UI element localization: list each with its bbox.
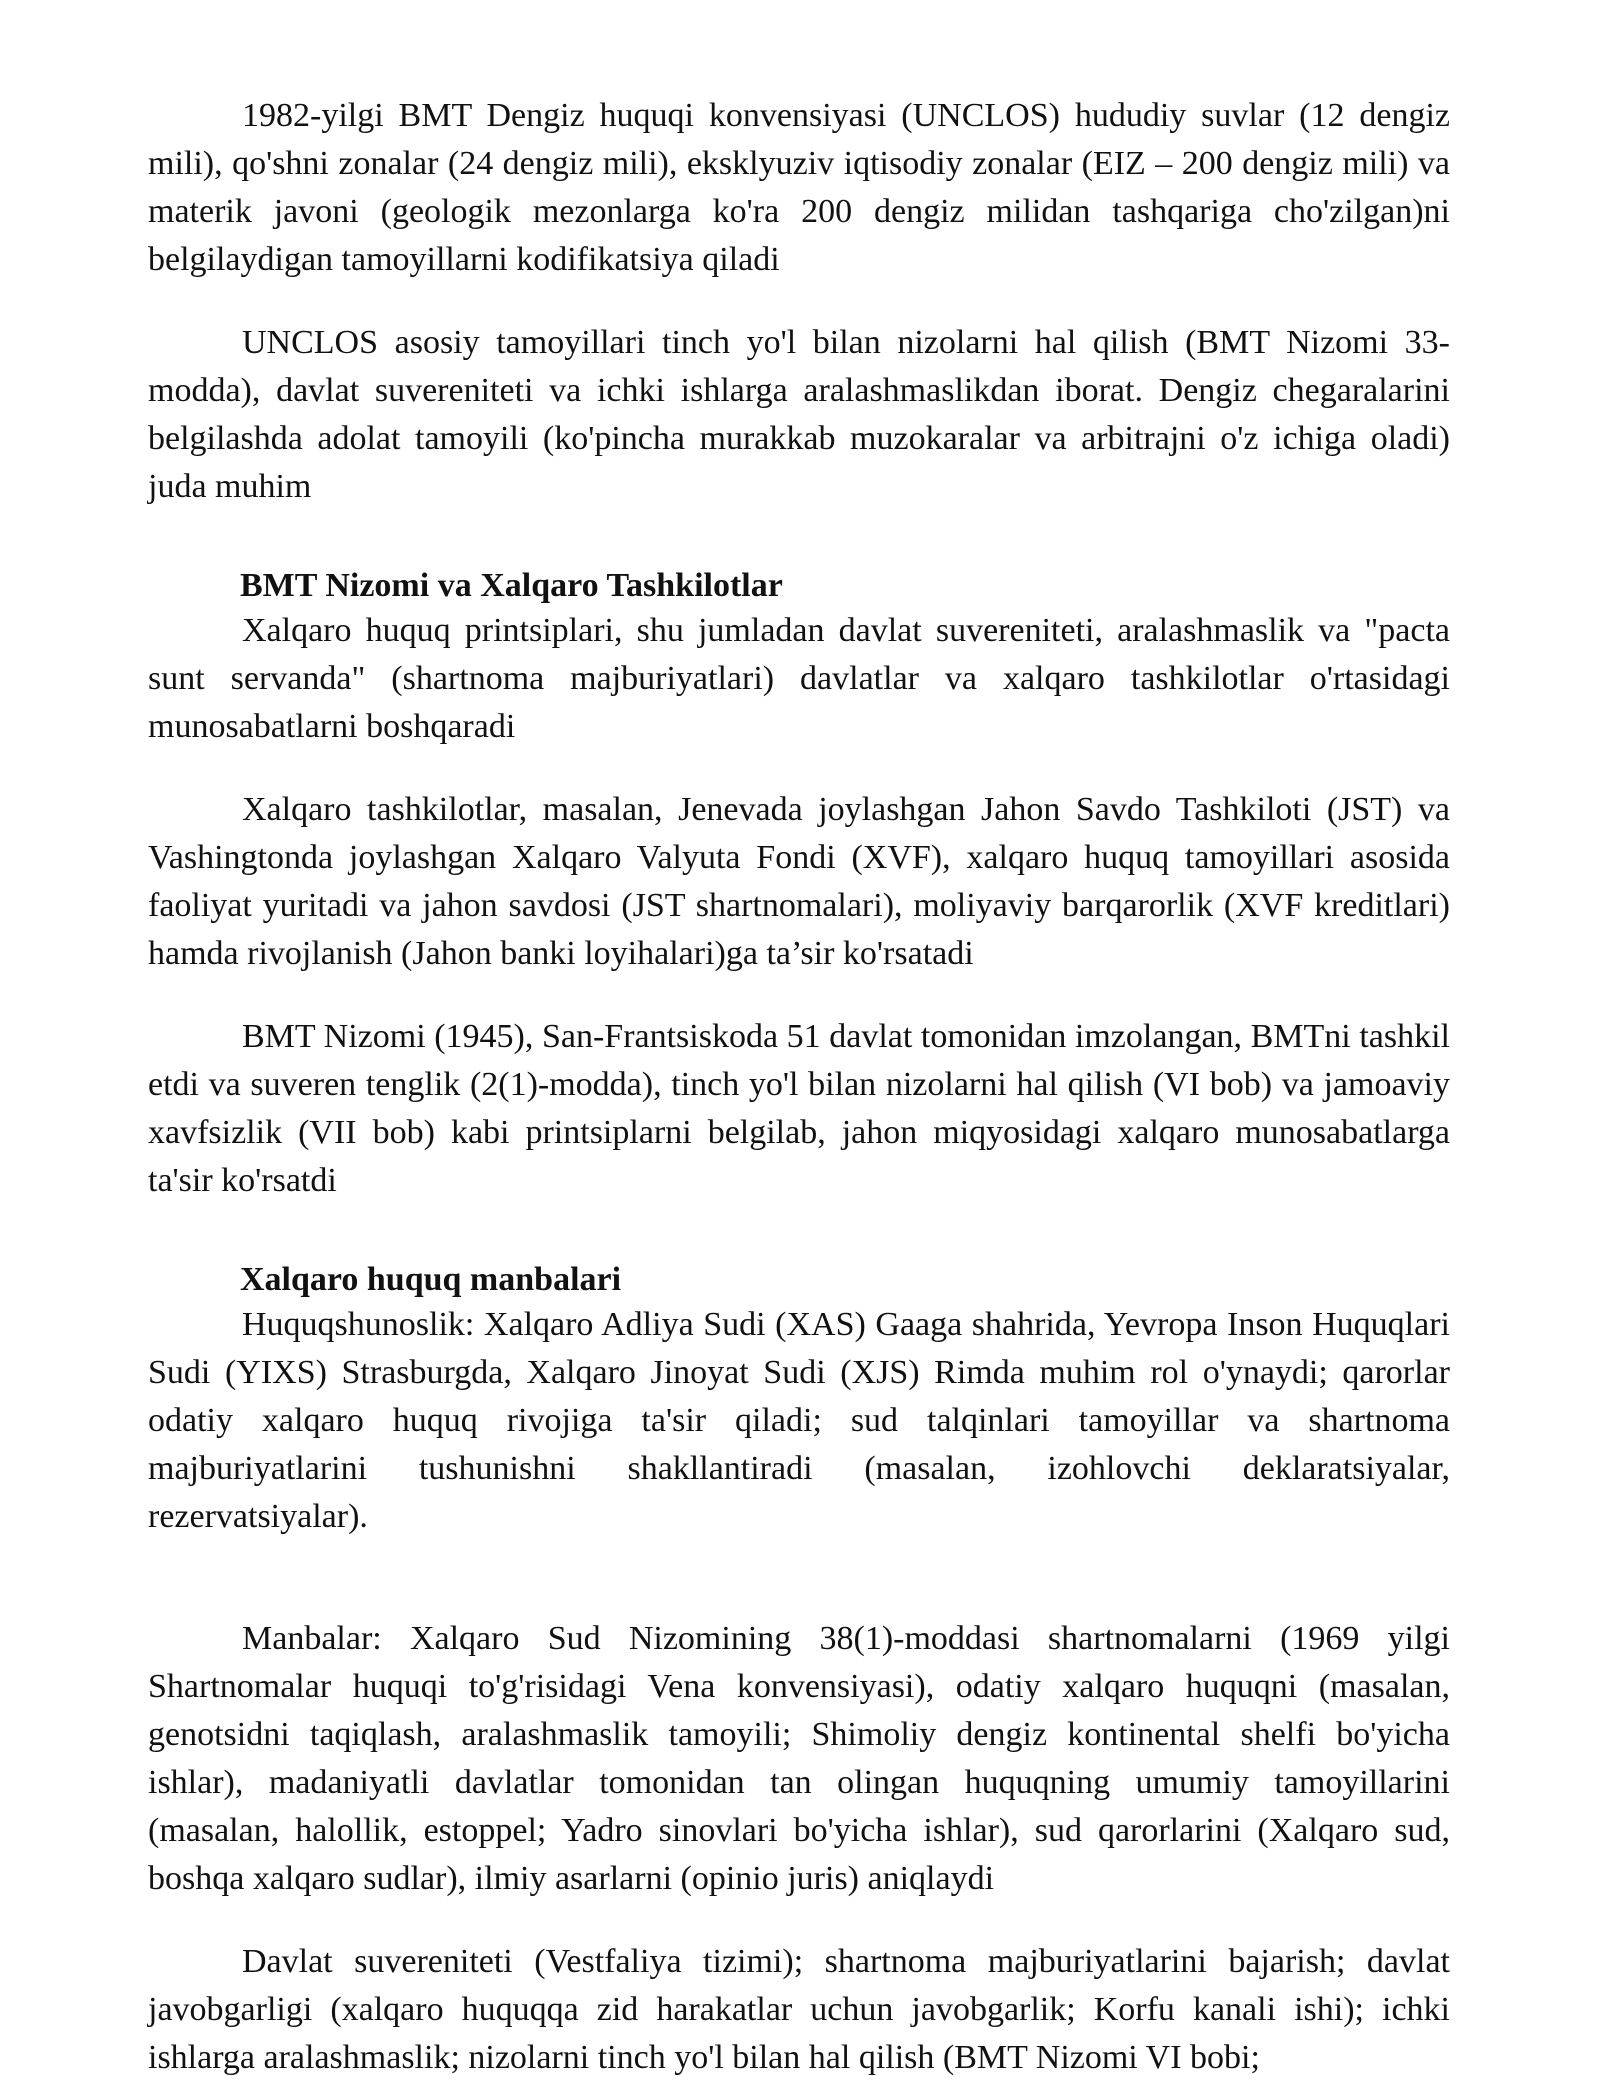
paragraph-spacer xyxy=(148,1903,1450,1938)
paragraph-unclos-zones: 1982-yilgi BMT Dengiz huquqi konvensiyasi (UNCLOS) hududiy suvlar (12 dengiz mili), qo'shni zonalar (24 dengiz mili), eksklyuziv iqtisodiy zonalar (EIZ – 200 dengiz mili) va materik javoni (geologik mezonlarga ko'ra 200 dengiz milidan tashqariga cho'zilgan)ni belgilaydigan tamoyillarni kodifikatsiya qiladi xyxy=(148,97,1450,278)
paragraph-international-law-principles: Xalqaro huquq printsiplari, shu jumladan davlat suvereniteti, aralashmaslik va "pacta sunt servanda" (shartnoma majburiyatlari) davlatlar va xalqaro tashkilotlar o'rtasidagi munosabatlarni boshqaradi xyxy=(148,612,1450,745)
paragraph-spacer xyxy=(148,284,1450,319)
heading-sources-of-law: Xalqaro huquq manbalari xyxy=(240,1261,622,1298)
paragraph-unclos-principles: UNCLOS asosiy tamoyillari tinch yo'l bilan nizolarni hal qilish (BMT Nizomi 33-modda), davlat suvereniteti va ichki ishlarga aralashmaslikdan iborat. Dengiz chegaralarini belgilashda adolat tamoyili (ko'pincha murakkab muzokaralar va arbitrajni o'z ichiga oladi) juda muhim xyxy=(148,324,1450,505)
paragraph-spacer xyxy=(148,751,1450,786)
paragraph-sources: Manbalar: Xalqaro Sud Nizomining 38(1)-moddasi shartnomalarni (1969 yilgi Shartnomalar huquqi to'g'risidagi Vena konvensiyasi), odatiy xalqaro huquqni (masalan, genotsidni taqiqlash, aralashmaslik tamoyili; Shimoliy dengiz kontinental shelfi bo'yicha ishlar), madaniyatli davlatlar tomonidan tan olingan huquqning umumiy tamoyillarini (masalan, halollik, estoppel; Yadro sinovlari bo'yicha ishlar), sud qarorlarini (Xalqaro sud, boshqa xalqaro sudlar), ilmiy asarlarni (opinio juris) aniqlaydi xyxy=(148,1620,1450,1897)
section-spacer xyxy=(148,511,1450,565)
paragraph-jurisprudence: Huquqshunoslik: Xalqaro Adliya Sudi (XAS) Gaaga shahrida, Yevropa Inson Huquqlari Sudi (YIXS) Strasburgda, Xalqaro Jinoyat Sudi (XJS) Rimda muhim rol o'ynaydi; qarorlar odatiy xalqaro huquq rivojiga ta'sir qiladi; sud talqinlari tamoyillar va shartnoma majburiyatlarini tushunishni shakllantiradi (masalan, izohlovchi deklaratsiyalar, rezervatsiyalar). xyxy=(148,1306,1450,1535)
document-body xyxy=(148,92,1450,2082)
paragraph-spacer xyxy=(148,978,1450,1013)
section-spacer xyxy=(148,1205,1450,1259)
paragraph-international-organizations: Xalqaro tashkilotlar, masalan, Jenevada joylashgan Jahon Savdo Tashkiloti (JST) va Vashingtonda joylashgan Xalqaro Valyuta Fondi (XVF), xalqaro huquq tamoyillari asosida faoliyat yuritadi va jahon savdosi (JST shartnomalari), moliyaviy barqarorlik (XVF kreditlari) hamda rivojlanish (Jahon banki loyihalari)ga ta’sir ko'rsatadi xyxy=(148,791,1450,972)
paragraph-state-sovereignty: Davlat suvereniteti (Vestfaliya tizimi); shartnoma majburiyatlarini bajarish; davlat javobgarligi (xalqaro huquqqa zid harakatlar uchun javobgarlik; Korfu kanali ishi); ichki ishlarga aralashmaslik; nizolarni tinch yo'l bilan hal qilish (BMT Nizomi VI bobi; xyxy=(148,1943,1450,2076)
paragraph-un-charter-1945: BMT Nizomi (1945), San-Frantsiskoda 51 davlat tomonidan imzolangan, BMTni tashkil etdi va suveren tenglik (2(1)-modda), tinch yo'l bilan nizolarni hal qilish (VI bob) va jamoaviy xavfsizlik (VII bob) kabi printsiplarni belgilab, jahon miqyosidagi xalqaro munosabatlarga ta'sir ko'rsatdi xyxy=(148,1018,1450,1199)
heading-un-charter-organizations: BMT Nizomi va Xalqaro Tashkilotlar xyxy=(240,567,783,604)
paragraph-spacer xyxy=(148,1541,1450,1615)
